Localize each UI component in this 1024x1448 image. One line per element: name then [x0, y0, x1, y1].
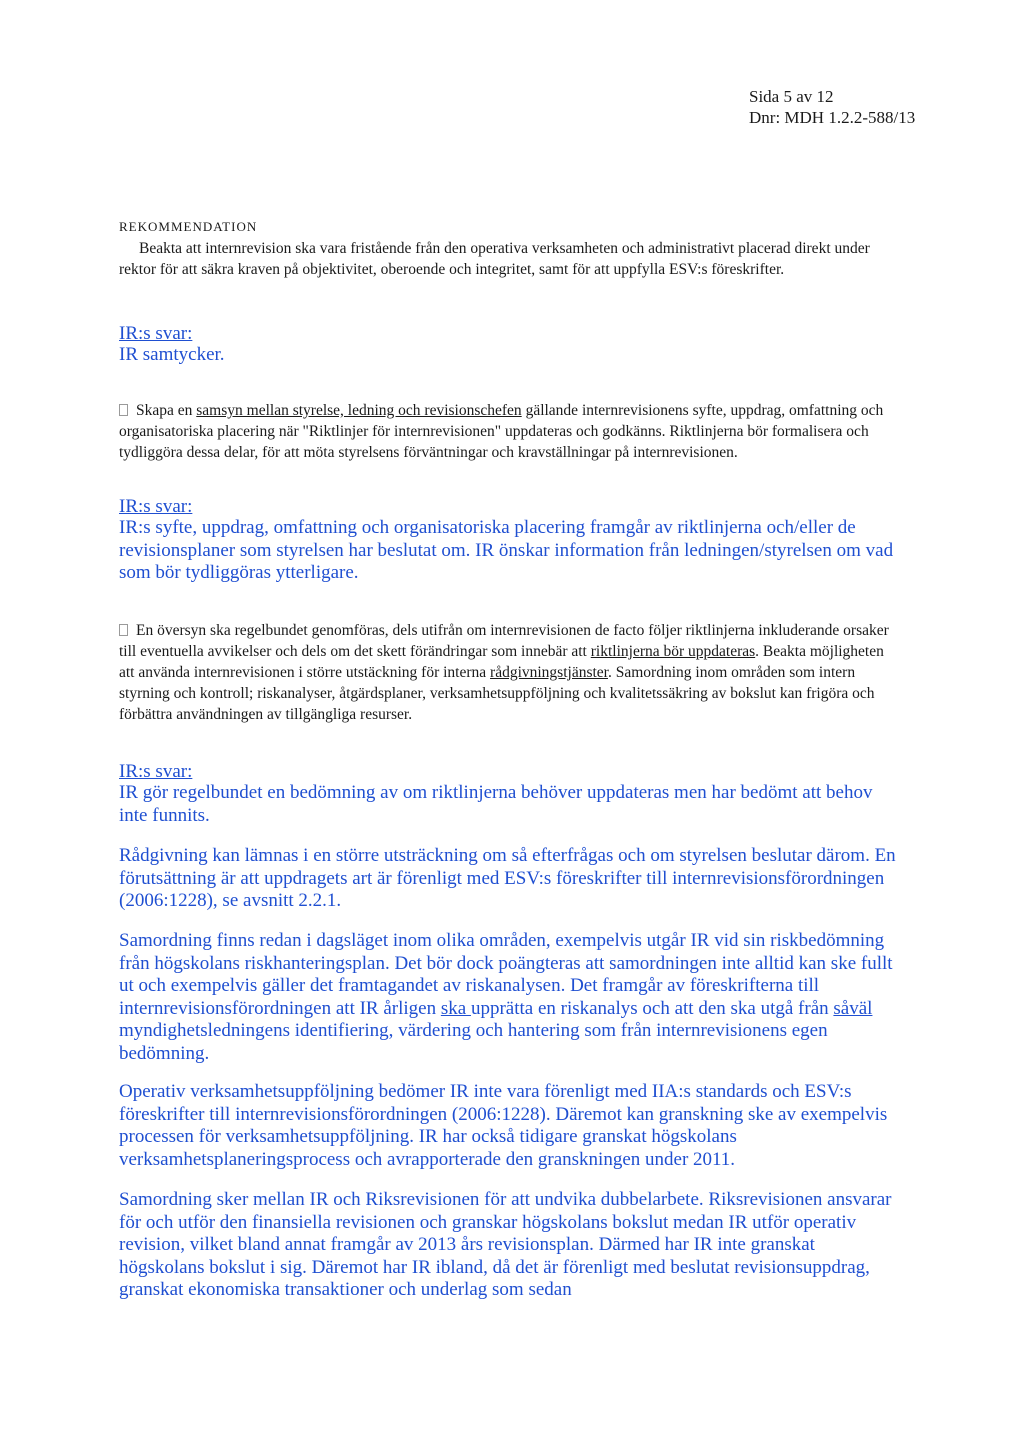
- answer-3-paragraph-3: Samordning finns redan i dagsläget inom olika områden, exempelvis utgår IR vid sin riskbedömning från högskolans riskhanteringsplan. Det bör dock poängteras att samordningen inte alltid kan ske fullt ut och exempelvis gäller det framtagandet av riskanalysen. Det framgår av föreskrifterna till internrevisionsförordningen att IR årligen ska upprätta en riskanalys och att den ska utgå från såväl myndighetsledningens identifiering, värdering och hantering som från internrevisionens egen bedömning.: [119, 930, 893, 1064]
- answer-3-paragraph-4: Operativ verksamhetsuppföljning bedömer IR inte vara förenligt med IIA:s standards och ESV:s föreskrifter till internrevisionsförordningen (2006:1228). Däremot kan granskning ske av exempelvis processen för verksamhetsuppföljning. IR har också tidigare granskat högskolans verksamhetsplaneringsprocess och avrapporterade den granskningen under 2011.: [119, 1081, 888, 1170]
- recommendation-1: [119, 238, 899, 280]
- recommendation-2: Skapa en samsyn mellan styrelse, ledning och revisionschefen gällande internrevisionens syfte, uppdrag, omfattning och organisatoriska placering när "Riktlinjer för internrevisionen" uppdateras och godkänns. Riktlinjerna bör formalisera och tydliggöra dessa delar, för att möta styrelsens förväntningar och kravställningar på internrevisionen.: [119, 402, 884, 461]
- answer-1-text: IR samtycker.: [119, 344, 225, 365]
- underlined-phrase: samsyn mellan styrelse, ledning och revisionschefen: [196, 402, 522, 419]
- recommendation-1-text: Beakta att internrevision ska vara fristående från den operativa verksamheten och administrativt placerad direkt under rektor för att säkra kraven på objektivitet, oberoende och integritet, samt för att uppfylla ESV:s föreskrifter.: [119, 240, 870, 278]
- document-number: Dnr: MDH 1.2.2-588/13: [749, 108, 916, 127]
- answer-3-paragraph-1: IR gör regelbundet en bedömning av om riktlinjerna behöver uppdateras men har bedömt att behov inte funnits.: [119, 782, 873, 826]
- answer-3-paragraph-2: Rådgivning kan lämnas i en större utsträckning om så efterfrågas och om styrelsen beslutar därom. En förutsättning är att uppdragets art är förenligt med ESV:s föreskrifter till internrevisionsförordningen (2006:1228), se avsnitt 2.2.1.: [119, 845, 896, 911]
- underlined-phrase: riktlinjerna bör uppdateras: [590, 643, 756, 660]
- underlined-phrase: ska: [440, 997, 471, 1019]
- answer-3-paragraph-5: Samordning sker mellan IR och Riksrevisionen för att undvika dubbelarbete. Riksrevisionen ansvarar för och utför den finansiella revisionen och granskar högskolans bokslut medan IR utför operativ revision, vilket bland annat framgår av 2013 års revisionsplan. Därmed har IR inte granskat högskolans bokslut i sig. Däremot har IR ibland, då det är förenligt med beslutat revisionsuppdrag, granskat ekonomiska transaktioner och underlag som sedan: [119, 1189, 892, 1300]
- page-number: Sida 5 av 12: [749, 87, 834, 106]
- checkbox-icon: [119, 624, 128, 636]
- recommendation-3: En översyn ska regelbundet genomföras, dels utifrån om internrevisionen de facto följer riktlinjerna inkluderande orsaker till eventuella avvikelser och dels om det skett förändringar som innebär att riktlinjerna bör uppdateras. Beakta möjligheten att använda internrevisionen i större utstäckning för interna rådgivningstjänster. Samordning inom områden som intern styrning och kontroll; riskanalyser, åtgärdsplaner, verksamhetsuppföljning och kvalitetssäkring av bokslut kan frigöra och förbättra användningen av tillgängliga resurser.: [119, 622, 889, 723]
- section-heading: REKOMMENDATION: [119, 219, 258, 234]
- page-header: [749, 86, 915, 128]
- answer-2-label: IR:s svar:: [119, 496, 193, 517]
- answer-3-label: IR:s svar:: [119, 761, 193, 782]
- answer-1-label: IR:s svar:: [119, 323, 193, 344]
- underlined-phrase: såväl: [833, 997, 873, 1019]
- checkbox-icon: [119, 404, 128, 416]
- answer-2-text: IR:s syfte, uppdrag, omfattning och organisatoriska placering framgår av riktlinjerna och/eller de revisionsplaner som styrelsen har beslutat om. IR önskar information från ledningen/styrelsen om vad som bör tydliggöras ytterligare.: [119, 517, 894, 583]
- underlined-phrase: rådgivningstjänster: [490, 664, 608, 681]
